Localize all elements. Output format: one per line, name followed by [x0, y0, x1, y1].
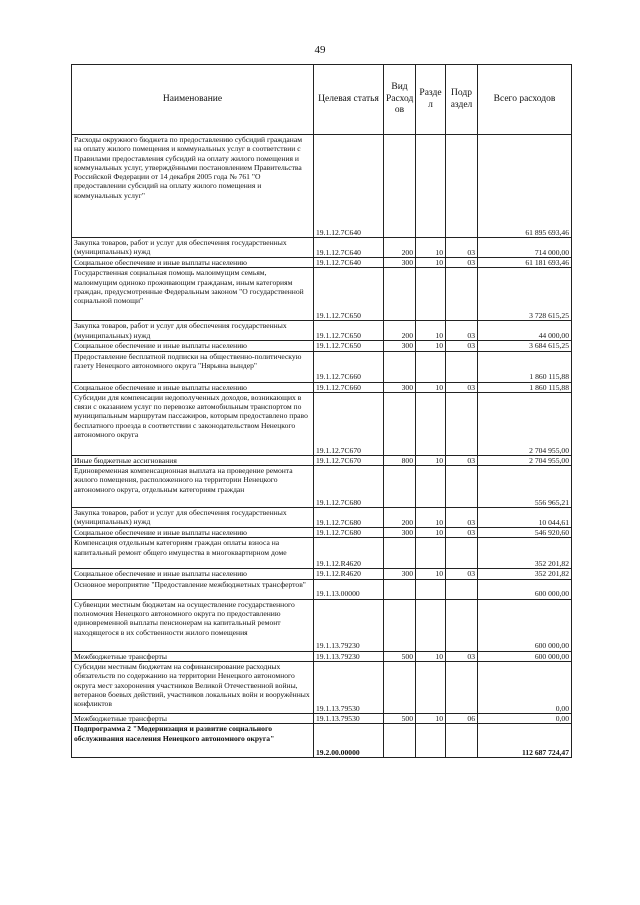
row-podrazdel: 03: [446, 528, 478, 538]
row-razdel: [416, 599, 446, 651]
budget-table: [71, 64, 572, 758]
row-code: 19.1.12.7С660: [314, 382, 384, 392]
row-razdel: [416, 466, 446, 508]
row-name: Межбюджетные трансферты: [72, 651, 314, 661]
table-row: [72, 321, 572, 341]
row-total: 600 000,00: [478, 651, 572, 661]
row-razdel: 10: [416, 258, 446, 268]
table-row: [72, 599, 572, 651]
row-razdel: 10: [416, 341, 446, 351]
table-row: [72, 466, 572, 508]
row-name: Социальное обеспечение и иные выплаты населению: [72, 382, 314, 392]
row-razdel: 10: [416, 528, 446, 538]
row-code: 19.2.00.00000: [314, 724, 384, 758]
row-podrazdel: 03: [446, 238, 478, 258]
row-vid: [384, 579, 416, 599]
row-total: 0,00: [478, 714, 572, 724]
row-code: 19.1.13.00000: [314, 579, 384, 599]
row-name: Закупка товаров, работ и услуг для обеспечения государственных (муниципальных) нужд: [72, 238, 314, 258]
row-name: Социальное обеспечение и иные выплаты населению: [72, 258, 314, 268]
row-code: 19.1.13.79230: [314, 651, 384, 661]
row-name: Социальное обеспечение и иные выплаты населению: [72, 341, 314, 351]
row-podrazdel: [446, 351, 478, 382]
header-vid: Вид Расход ов: [384, 65, 416, 135]
row-podrazdel: [446, 466, 478, 508]
row-podrazdel: 03: [446, 455, 478, 465]
row-total: 1 860 115,88: [478, 382, 572, 392]
table-row: [72, 508, 572, 528]
table-row: [72, 238, 572, 258]
row-code: 19.1.13.79230: [314, 599, 384, 651]
header-razdel: Разде л: [416, 65, 446, 135]
row-total: 44 000,00: [478, 321, 572, 341]
row-vid: 500: [384, 714, 416, 724]
row-vid: 800: [384, 455, 416, 465]
row-total: 112 687 724,47: [478, 724, 572, 758]
table-row: [72, 341, 572, 351]
row-name: Социальное обеспечение и иные выплаты населению: [72, 528, 314, 538]
row-total: 600 000,00: [478, 579, 572, 599]
row-name: Закупка товаров, работ и услуг для обеспечения государственных (муниципальных) нужд: [72, 321, 314, 341]
row-code: 19.1.12.7С670: [314, 392, 384, 455]
row-vid: 300: [384, 569, 416, 579]
row-vid: 200: [384, 321, 416, 341]
header-name: Наименование: [72, 65, 314, 135]
row-vid: [384, 466, 416, 508]
table-header-row: [72, 65, 572, 135]
row-vid: [384, 135, 416, 238]
row-razdel: 10: [416, 382, 446, 392]
table-row: [72, 538, 572, 569]
table-row: [72, 579, 572, 599]
row-podrazdel: 03: [446, 258, 478, 268]
row-razdel: [416, 392, 446, 455]
row-total: 0,00: [478, 662, 572, 714]
table-row: [72, 135, 572, 238]
table-row: [72, 714, 572, 724]
row-name: Иные бюджетные ассигнования: [72, 455, 314, 465]
row-vid: [384, 268, 416, 321]
row-razdel: [416, 135, 446, 238]
row-podrazdel: [446, 599, 478, 651]
row-total: 352 201,82: [478, 569, 572, 579]
row-podrazdel: [446, 392, 478, 455]
row-vid: 200: [384, 508, 416, 528]
table-row: [72, 258, 572, 268]
row-name: Субсидии местным бюджетам на софинансирование расходных обязательств по содержанию на территории Ненецкого автономного округа мест захоронения участников Великой Отечественной войны, ветеранов боевых действий, участников локальных войн и вооружённых конфликтов: [72, 662, 314, 714]
table-row: [72, 528, 572, 538]
row-podrazdel: 03: [446, 341, 478, 351]
row-vid: [384, 392, 416, 455]
row-name: Компенсация отдельным категориям граждан оплаты взноса на капитальный ремонт общего имущества в многоквартирном доме: [72, 538, 314, 569]
row-vid: 300: [384, 382, 416, 392]
table-row: [72, 569, 572, 579]
row-code: 19.1.12.7С680: [314, 528, 384, 538]
table-body: [72, 135, 572, 758]
table-row: [72, 651, 572, 661]
table-row: [72, 724, 572, 758]
row-code: 19.1.12.7С650: [314, 341, 384, 351]
row-vid: [384, 599, 416, 651]
row-razdel: [416, 579, 446, 599]
row-name: Расходы окружного бюджета по предоставлению субсидий гражданам на оплату жилого помещения и коммунальных услуг в соответствии с Правилами предоставления субсидий на оплату жилого помещения и коммунальных услуг, утверждёнными постановлением Правительства Российской Федерации от 14 декабря 2005 года № 761 "О предоставлении субсидий на оплату жилого помещения и коммунальных услуг": [72, 135, 314, 238]
row-vid: [384, 351, 416, 382]
row-name: Государственная социальная помощь малоимущим семьям, малоимущим одиноко проживающим гражданам, иным категориям граждан, предусмотренные Федеральным законом "О государственной социальной помощи": [72, 268, 314, 321]
page-number: 49: [314, 44, 326, 56]
row-razdel: 10: [416, 321, 446, 341]
row-total: 61 895 693,46: [478, 135, 572, 238]
table-row: [72, 455, 572, 465]
row-code: 19.1.12.R4620: [314, 569, 384, 579]
row-vid: 500: [384, 651, 416, 661]
row-podrazdel: 06: [446, 714, 478, 724]
row-total: 546 920,60: [478, 528, 572, 538]
row-podrazdel: [446, 662, 478, 714]
row-code: 19.1.12.7С680: [314, 508, 384, 528]
row-razdel: [416, 268, 446, 321]
row-podrazdel: [446, 268, 478, 321]
row-code: 19.1.12.7С650: [314, 321, 384, 341]
row-name: Предоставление бесплатной подписки на общественно-политическую газету Ненецкого автономного округа "Нярьяна вындер": [72, 351, 314, 382]
row-podrazdel: 03: [446, 651, 478, 661]
row-name: Закупка товаров, работ и услуг для обеспечения государственных (муниципальных) нужд: [72, 508, 314, 528]
row-name: Межбюджетные трансферты: [72, 714, 314, 724]
row-name: Основное мероприятие "Предоставление межбюджетных трансфертов": [72, 579, 314, 599]
row-code: 19.1.13.79530: [314, 662, 384, 714]
row-podrazdel: 03: [446, 569, 478, 579]
row-total: 3 728 615,25: [478, 268, 572, 321]
row-razdel: 10: [416, 714, 446, 724]
row-code: 19.1.12.7С640: [314, 258, 384, 268]
row-code: 19.1.13.79530: [314, 714, 384, 724]
row-code: 19.1.12.7С670: [314, 455, 384, 465]
row-code: 19.1.12.7С640: [314, 135, 384, 238]
row-podrazdel: 03: [446, 321, 478, 341]
row-vid: 300: [384, 528, 416, 538]
row-name: Субвенции местным бюджетам на осуществление государственного полномочия Ненецкого автономного округа по предоставлению единовременной выплаты пенсионерам на капитальный ремонт находящегося в их собственности жилого помещения: [72, 599, 314, 651]
table-row: [72, 662, 572, 714]
table-row: [72, 382, 572, 392]
row-total: 1 860 115,88: [478, 351, 572, 382]
row-vid: [384, 724, 416, 758]
row-total: 556 965,21: [478, 466, 572, 508]
row-code: 19.1.12.7С680: [314, 466, 384, 508]
table-row: [72, 392, 572, 455]
header-total: Всего расходов: [478, 65, 572, 135]
row-vid: 300: [384, 341, 416, 351]
row-code: 19.1.12.7С660: [314, 351, 384, 382]
row-total: 61 181 693,46: [478, 258, 572, 268]
row-podrazdel: [446, 579, 478, 599]
table-row: [72, 268, 572, 321]
row-razdel: [416, 724, 446, 758]
row-name: Социальное обеспечение и иные выплаты населению: [72, 569, 314, 579]
row-razdel: [416, 351, 446, 382]
row-code: 19.1.12.7С640: [314, 238, 384, 258]
row-razdel: 10: [416, 455, 446, 465]
row-total: 2 704 955,00: [478, 392, 572, 455]
header-podrazdel: Подр аздел: [446, 65, 478, 135]
row-total: 2 704 955,00: [478, 455, 572, 465]
row-total: 600 000,00: [478, 599, 572, 651]
row-razdel: [416, 538, 446, 569]
row-vid: 200: [384, 238, 416, 258]
row-code: 19.1.12.7С650: [314, 268, 384, 321]
row-razdel: 10: [416, 569, 446, 579]
row-name: Единовременная компенсационная выплата на проведение ремонта жилого помещения, расположенного на территории Ненецкого автономного округа, отдельным категориям граждан: [72, 466, 314, 508]
table-row: [72, 351, 572, 382]
row-total: 10 044,61: [478, 508, 572, 528]
row-razdel: [416, 662, 446, 714]
row-razdel: 10: [416, 651, 446, 661]
row-razdel: 10: [416, 238, 446, 258]
row-podrazdel: [446, 724, 478, 758]
row-podrazdel: 03: [446, 382, 478, 392]
row-podrazdel: [446, 135, 478, 238]
row-name: Субсидии для компенсации недополученных доходов, возникающих в связи с оказанием услуг по перевозке автомобильным транспортом по муниципальным маршрутам пассажиров, которым предоставлено право бесплатного проезда в соответствии с законодательством Ненецкого автономного округа: [72, 392, 314, 455]
row-total: 714 000,00: [478, 238, 572, 258]
row-vid: [384, 662, 416, 714]
row-vid: 300: [384, 258, 416, 268]
row-total: 352 201,82: [478, 538, 572, 569]
row-podrazdel: 03: [446, 508, 478, 528]
row-razdel: 10: [416, 508, 446, 528]
row-name: Подпрограмма 2 "Модернизация и развитие социального обслуживания населения Ненецкого автономного округа": [72, 724, 314, 758]
header-target: Целевая статья: [314, 65, 384, 135]
row-podrazdel: [446, 538, 478, 569]
row-total: 3 684 615,25: [478, 341, 572, 351]
row-code: 19.1.12.R4620: [314, 538, 384, 569]
row-vid: [384, 538, 416, 569]
